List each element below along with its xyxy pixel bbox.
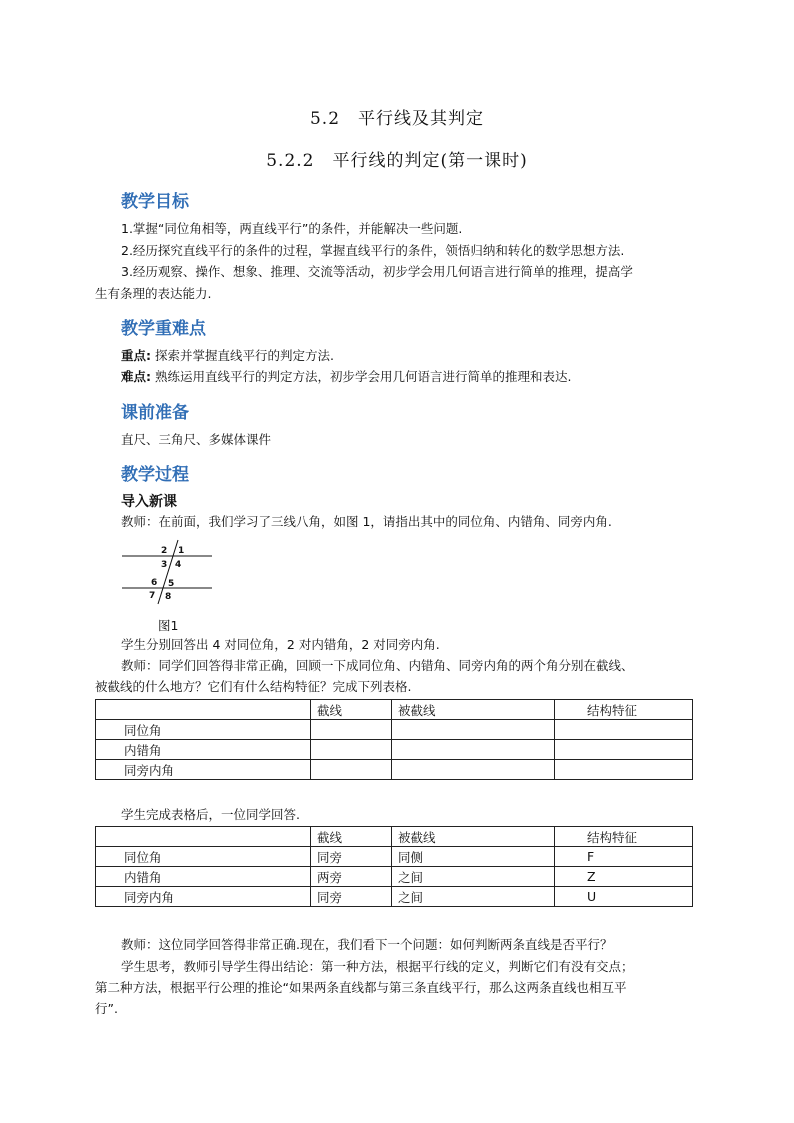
key-point-label: 重点:	[121, 348, 151, 363]
table-row	[96, 740, 693, 760]
table-cell: 同旁	[311, 847, 392, 867]
preparation-text: 直尺、三角尺、多媒体课件	[121, 432, 272, 447]
table-cell	[555, 720, 693, 740]
table-cell: Z	[555, 867, 693, 887]
table-cell: 两旁	[311, 867, 392, 887]
table-header-row	[96, 827, 693, 847]
angle-label-8: 8	[165, 592, 172, 602]
angle-label-5: 5	[168, 579, 175, 589]
angle-label-2: 2	[161, 546, 168, 556]
table-cell: 内错角	[96, 867, 311, 887]
table-header-row	[96, 700, 693, 720]
table-header-cell: 截线	[311, 827, 392, 847]
key-point-text: 探索并掌握直线平行的判定方法.	[154, 348, 334, 363]
table-row	[96, 760, 693, 780]
goal-line-1: 1.掌握“同位角相等，两直线平行”的条件，并能解决一些问题.	[121, 221, 463, 236]
table-cell: 同位角	[96, 720, 311, 740]
table-row	[96, 847, 693, 867]
table-header-cell: 结构特征	[555, 700, 693, 720]
table-cell: 同侧	[392, 847, 555, 867]
table-cell	[555, 760, 693, 780]
table-cell: 同旁	[311, 887, 392, 907]
goal-line-2: 2.经历探究直线平行的条件的过程，掌握直线平行的条件，领悟归纳和转化的数学思想方法.	[121, 243, 625, 258]
page-subtitle: 5.2.2 平行线的判定(第一课时)	[266, 151, 528, 171]
student-conclusion-3: 行”.	[95, 1001, 118, 1016]
page-title: 5.2 平行线及其判定	[309, 109, 485, 129]
table-cell: 同旁内角	[96, 887, 311, 907]
table-row	[96, 867, 693, 887]
key-point-line	[121, 347, 334, 365]
table-header-cell: 结构特征	[555, 827, 693, 847]
angle-label-7: 7	[149, 591, 156, 601]
table-cell	[392, 760, 555, 780]
table-cell	[392, 720, 555, 740]
section-heading-key-points: 教学重难点	[121, 319, 206, 339]
angle-label-6: 6	[151, 578, 158, 588]
student-answer-1: 学生分别回答出 4 对同位角，2 对内错角，2 对同旁内角.	[121, 637, 440, 652]
table-header-cell	[96, 827, 311, 847]
student-conclusion-2: 第二种方法，根据平行公理的推论“如果两条直线都与第三条直线平行，那么这两条直线也相互平	[95, 980, 627, 995]
table-header-cell: 被截线	[392, 827, 555, 847]
table-cell	[311, 720, 392, 740]
goal-line-3: 3.经历观察、操作、想象、推理、交流等活动，初步学会用几何语言进行简单的推理，提高学	[121, 264, 633, 279]
figure-caption: 图1	[158, 618, 179, 633]
table-cell	[392, 740, 555, 760]
teacher-prompt-3: 教师：这位同学回答得非常正确.现在，我们看下一个问题：如何判断两条直线是否平行？	[121, 937, 613, 952]
table-cell: 之间	[392, 867, 555, 887]
difficulty-text: 熟练运用直线平行的判定方法，初步学会用几何语言进行简单的推理和表达.	[154, 369, 572, 384]
table-header-cell	[96, 700, 311, 720]
angle-label-4: 4	[175, 560, 182, 570]
difficulty-label: 难点:	[121, 369, 151, 384]
table-cell: 内错角	[96, 740, 311, 760]
table-cell: F	[555, 847, 693, 867]
table-header-cell: 截线	[311, 700, 392, 720]
teacher-prompt-2b: 被截线的什么地方？它们有什么结构特征？完成下列表格.	[95, 679, 412, 694]
three-lines-eight-angles-figure	[118, 538, 218, 608]
section-heading-goals: 教学目标	[121, 192, 189, 212]
goal-line-4: 生有条理的表达能力.	[95, 286, 212, 301]
angle-label-3: 3	[161, 560, 168, 570]
intro-heading: 导入新课	[121, 494, 177, 510]
teacher-prompt-1: 教师：在前面，我们学习了三线八角，如图 1，请指出其中的同位角、内错角、同旁内角.	[121, 514, 612, 529]
angle-table-filled	[95, 826, 693, 907]
table-row	[96, 887, 693, 907]
table-cell	[311, 760, 392, 780]
table-cell: 同位角	[96, 847, 311, 867]
teacher-prompt-2a: 教师：同学们回答得非常正确，回顾一下成同位角、内错角、同旁内角的两个角分别在截线、	[121, 658, 634, 673]
table-cell	[311, 740, 392, 760]
difficulty-line	[121, 368, 571, 386]
table-cell: 之间	[392, 887, 555, 907]
student-answer-2: 学生完成表格后，一位同学回答.	[121, 807, 300, 822]
table-header-cell: 被截线	[392, 700, 555, 720]
student-conclusion-1: 学生思考，教师引导学生得出结论：第一种方法，根据平行线的定义，判断它们有没有交点；	[121, 959, 634, 974]
table-cell: 同旁内角	[96, 760, 311, 780]
section-heading-process: 教学过程	[121, 465, 189, 485]
table-cell	[555, 740, 693, 760]
angle-label-1: 1	[178, 546, 185, 556]
angle-table-empty	[95, 699, 693, 780]
table-cell: U	[555, 887, 693, 907]
section-heading-preparation: 课前准备	[121, 403, 189, 423]
table-row	[96, 720, 693, 740]
